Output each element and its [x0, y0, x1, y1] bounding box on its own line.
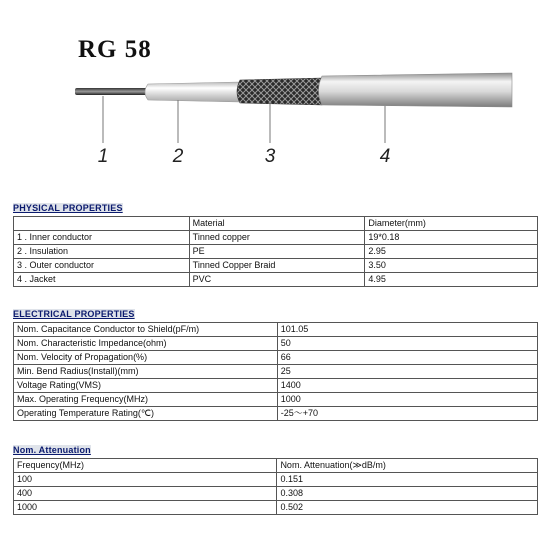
table-cell: 2.95 [365, 245, 538, 259]
table-cell: Voltage Rating(VMS) [14, 379, 278, 393]
table-cell: 1000 [277, 393, 537, 407]
table-row [14, 473, 538, 487]
label-3: 3 [264, 146, 276, 167]
label-2: 2 [172, 146, 184, 167]
insulation [145, 82, 240, 102]
label-4: 4 [379, 146, 391, 167]
attenuation-table [13, 458, 538, 515]
table-cell: 101.05 [277, 323, 537, 337]
table-cell: 19*0.18 [365, 231, 538, 245]
table-header-row [14, 459, 538, 473]
table-cell: 400 [14, 487, 277, 501]
table-cell: 0.308 [277, 487, 538, 501]
table-row [14, 323, 538, 337]
physical-properties-heading: PHYSICAL PROPERTIES [13, 203, 123, 213]
table-cell: 0.151 [277, 473, 538, 487]
table-cell: 100 [14, 473, 277, 487]
table-cell: 1000 [14, 501, 277, 515]
header-cell: Frequency(MHz) [14, 459, 277, 473]
table-header-row [14, 217, 538, 231]
table-cell: 1 . Inner conductor [14, 231, 190, 245]
table-cell: 4.95 [365, 273, 538, 287]
jacket [319, 73, 513, 107]
table-cell: 66 [277, 351, 537, 365]
table-row [14, 365, 538, 379]
table-row [14, 259, 538, 273]
table-cell: Max. Operating Frequency(MHz) [14, 393, 278, 407]
table-row [14, 337, 538, 351]
table-cell: PE [189, 245, 365, 259]
table-cell: Tinned Copper Braid [189, 259, 365, 273]
header-cell: Material [189, 217, 365, 231]
label-1: 1 [97, 146, 109, 167]
table-cell: Tinned copper [189, 231, 365, 245]
table-cell: 4 . Jacket [14, 273, 190, 287]
inner-conductor [75, 88, 147, 95]
table-cell: 1400 [277, 379, 537, 393]
table-cell: 3.50 [365, 259, 538, 273]
table-cell: 3 . Outer conductor [14, 259, 190, 273]
table-row [14, 379, 538, 393]
table-row [14, 245, 538, 259]
table-cell: Nom. Characteristic Impedance(ohm) [14, 337, 278, 351]
table-row [14, 351, 538, 365]
table-cell: Nom. Velocity of Propagation(%) [14, 351, 278, 365]
table-row [14, 487, 538, 501]
header-cell: Diameter(mm) [365, 217, 538, 231]
electrical-properties-table [13, 322, 538, 421]
table-cell: PVC [189, 273, 365, 287]
table-cell: 25 [277, 365, 537, 379]
table-cell: 0.502 [277, 501, 538, 515]
outer-conductor-braid [237, 78, 322, 105]
attenuation-heading: Nom. Attenuation [13, 445, 91, 455]
table-cell: 50 [277, 337, 537, 351]
header-cell: Nom. Attenuation(≫dB/m) [277, 459, 538, 473]
table-cell: Operating Temperature Rating(℃) [14, 407, 278, 421]
electrical-properties-heading: ELECTRICAL PROPERTIES [13, 309, 135, 319]
header-cell [14, 217, 190, 231]
coaxial-cable-illustration [0, 0, 550, 200]
table-cell: Nom. Capacitance Conductor to Shield(pF/m) [14, 323, 278, 337]
table-row [14, 231, 538, 245]
table-row [14, 407, 538, 421]
table-row [14, 393, 538, 407]
physical-properties-table [13, 216, 538, 287]
table-cell: -25～+70 [277, 407, 537, 421]
table-row [14, 273, 538, 287]
table-row [14, 501, 538, 515]
table-cell: Min. Bend Radius(Install)(mm) [14, 365, 278, 379]
table-cell: 2 . Insulation [14, 245, 190, 259]
cable-title: RG 58 [78, 36, 152, 63]
